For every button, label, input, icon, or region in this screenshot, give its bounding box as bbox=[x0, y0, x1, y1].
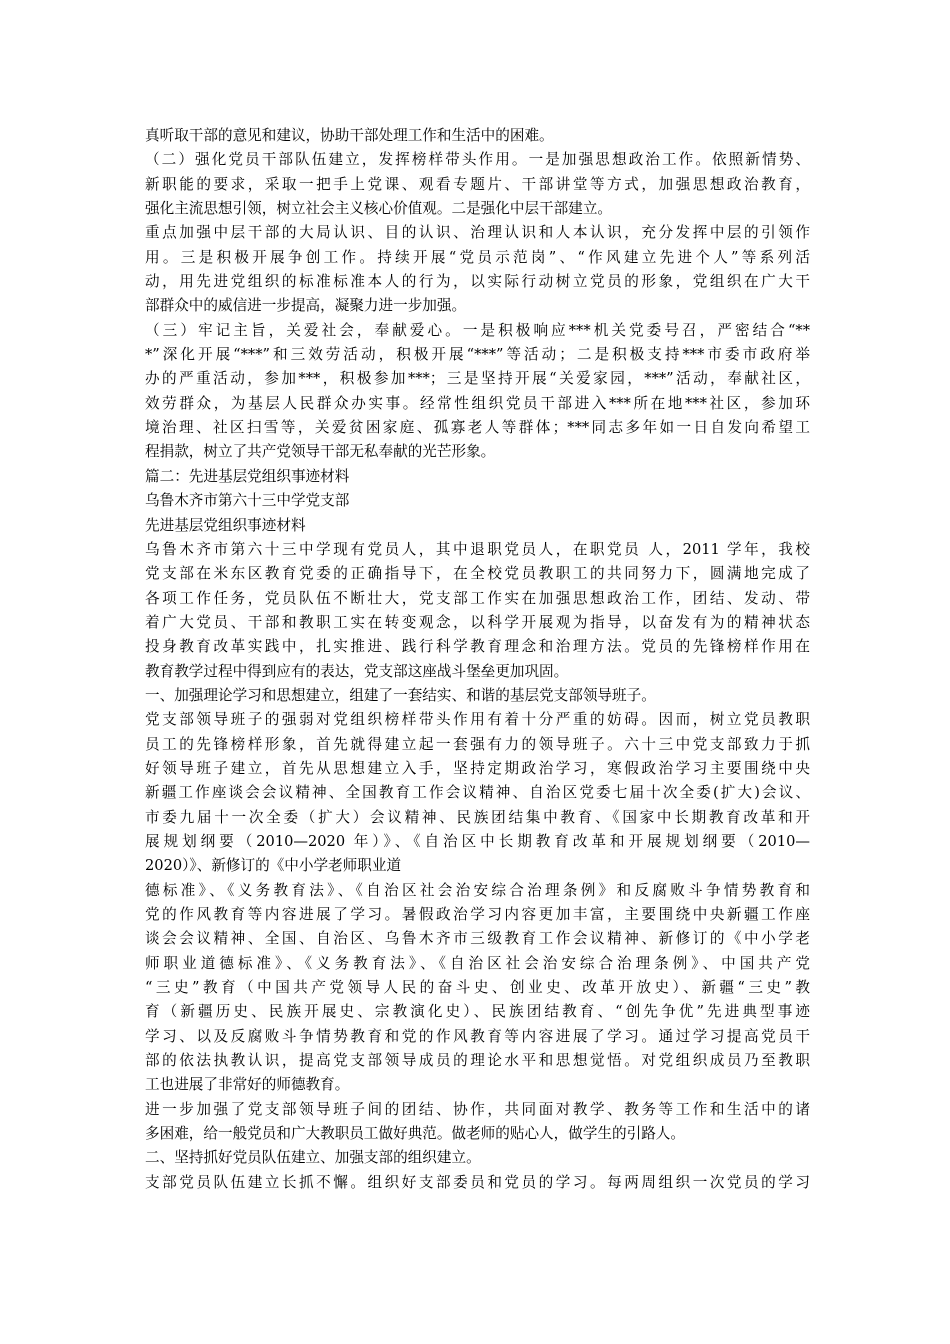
text-line: 好领导班子建立，首先从思想建立入手，坚持定期政治学习，寒假政治学习主要围绕中央 bbox=[145, 759, 810, 777]
text-line: 投身教育改革实践中，扎实推进、践行科学教育理念和治理方法。党员的先锋榜样作用在 bbox=[145, 638, 810, 656]
text-line: 多困难，给一般党员和广大教职员工做好典范。做老师的贴心人，做学生的引路人。 bbox=[145, 1125, 685, 1143]
text-line: 真听取干部的意见和建议，协助干部处理工作和生活中的困难。 bbox=[145, 127, 554, 144]
text-line: 先进基层党组织事迹材料 bbox=[145, 516, 306, 534]
text-line: 谈会会议精神、全国、自治区、乌鲁木齐市三级教育工作会议精神、新修订的《中小学老 bbox=[145, 930, 810, 948]
text-line: 德标准》、《义务教育法》、《自治区社会治安综合治理条例》和反腐败斗争情势教育和 bbox=[145, 881, 810, 899]
text-line: 党支部领导班子的强弱对党组织榜样带头作用有着十分严重的妨碍。因而，树立党员教职 bbox=[145, 711, 810, 729]
text-line: 育（新疆历史、民族开展史、宗教演化史）、民族团结教育、“创先争优”先进典型事迹 bbox=[145, 1003, 810, 1021]
text-line: 师职业道德标准》、《义务教育法》、《自治区社会治安综合治理条例》、中国共产党 bbox=[145, 954, 810, 972]
text-line: 党的作风教育等内容进展了学习。暑假政治学习内容更加丰富，主要围绕中央新疆工作座 bbox=[145, 906, 810, 923]
text-line: 乌鲁木齐市第六十三中学现有党员人，其中退职党员人，在职党员 人，2011 学年，我校 bbox=[145, 540, 810, 558]
text-line: 党支部在米东区教育党委的正确指导下，在全校党员教职工的共同努力下，圆满地完成了 bbox=[145, 565, 810, 583]
text-line: 一、加强理论学习和思想建立，组建了一套结实、和谐的基层党支部领导班子。 bbox=[145, 686, 656, 704]
text-line: 着广大党员、干部和教职工实在转变观念，以科学开展观为指导，以奋发有为的精神状态 bbox=[145, 613, 810, 631]
text-line: 二、坚持抓好党员队伍建立、加强支部的组织建立。 bbox=[145, 1149, 481, 1167]
text-line: 新疆工作座谈会会议精神、全国教育工作会议精神、自治区党委七届十次全委(扩大)会议、 bbox=[145, 784, 810, 802]
text-line: 学习、以及反腐败斗争情势教育和党的作风教育等内容进展了学习。通过学习提高党员干 bbox=[145, 1027, 810, 1045]
text-line: *”深化开展“***”和三效劳活动，积极开展“***”等活动；二是积极支持***市委市政府举 bbox=[145, 346, 810, 364]
text-line: 展规划纲要（2010—2020 年）》、《自治区中长期教育改革和开展规划纲要（2010— bbox=[145, 832, 810, 850]
text-line: 教育教学过程中得到应有的表达，党支部这座战斗堡垒更加巩固。 bbox=[145, 662, 569, 680]
text-line: 篇二：先进基层党组织事迹材料 bbox=[145, 467, 350, 485]
text-line: 各项工作任务，党员队伍不断壮大，党支部工作实在加强思想政治工作，团结、发动、带 bbox=[145, 589, 810, 607]
text-line: 效劳群众，为基层人民群众办实事。经常性组织党员干部进入***所在地***社区，参加环 bbox=[145, 394, 810, 412]
text-line: 新职能的要求，采取一把手上党课、观看专题片、干部讲堂等方式，加强思想政治教育， bbox=[145, 175, 810, 193]
text-line: 程捐款，树立了共产党领导干部无私奉献的光芒形象。 bbox=[145, 443, 496, 461]
text-line: 强化主流思想引领，树立社会主义核心价值观。二是强化中层干部建立。 bbox=[145, 200, 613, 218]
text-line: （三）牢记主旨，关爱社会，奉献爱心。一是积极响应***机关党委号召，严密结合“** bbox=[145, 321, 810, 339]
text-line: 进一步加强了党支部领导班子间的团结、协作，共同面对教学、教务等工作和生活中的诸 bbox=[145, 1100, 810, 1118]
text-line: 境治理、社区扫雪等，关爱贫困家庭、孤寡老人等群体；***同志多年如一日自发向希望工 bbox=[145, 419, 810, 437]
text-line: 重点加强中层干部的大局认识、目的认识、治理认识和人本认识，充分发挥中层的引领作 bbox=[145, 224, 810, 242]
text-line: 2020）》、新修订的《中小学老师职业道 bbox=[145, 857, 402, 875]
text-line: “三史”教育（中国共产党领导人民的奋斗史、创业史、改革开放史）、新疆“三史”教 bbox=[145, 979, 810, 997]
text-line: 动，用先进党组织的标准标准本人的行为，以实际行动树立党员的形象，党组织在广大干 bbox=[145, 273, 810, 291]
text-line: 部的依法执教认识，提高党支部领导成员的理论水平和思想觉悟。对党组织成员乃至教职 bbox=[145, 1052, 810, 1070]
text-line: 支部党员队伍建立长抓不懈。组织好支部委员和党员的学习。每两周组织一次党员的学习 bbox=[145, 1173, 810, 1191]
text-line: 用。三是积极开展争创工作。持续开展“党员示范岗”、“作风建立先进个人”等系列活 bbox=[145, 248, 810, 266]
document-body bbox=[145, 124, 810, 1195]
text-line: 办的严重活动，参加***，积极参加***；三是坚持开展“关爱家园，***”活动，奉献社区， bbox=[145, 370, 810, 388]
text-line: 乌鲁木齐市第六十三中学党支部 bbox=[145, 492, 350, 510]
text-line: 工也进展了非常好的师德教育。 bbox=[145, 1076, 350, 1094]
text-line: （二）强化党员干部队伍建立，发挥榜样带头作用。一是加强思想政治工作。依照新情势、 bbox=[145, 151, 810, 169]
text-line: 部群众中的威信进一步提高，凝聚力进一步加强。 bbox=[145, 297, 467, 315]
text-line: 员工的先锋榜样形象，首先就得建立起一套强有力的领导班子。六十三中党支部致力于抓 bbox=[145, 735, 810, 753]
text-line: 市委九届十一次全委（扩大）会议精神、民族团结集中教育、《国家中长期教育改革和开 bbox=[145, 808, 810, 826]
